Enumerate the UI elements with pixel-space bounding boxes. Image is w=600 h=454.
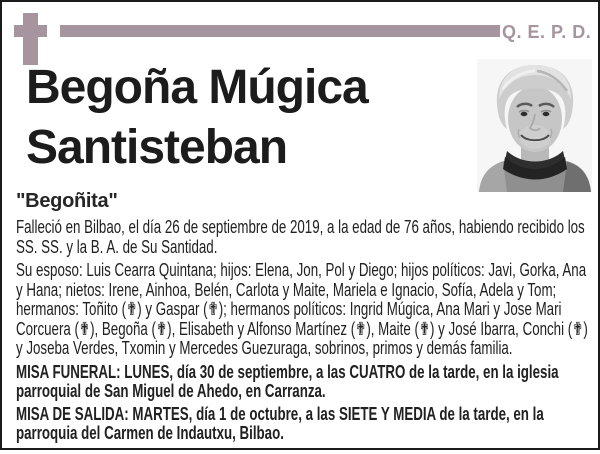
cross-icon-horizontal (14, 25, 47, 37)
qepd-label: Q. E. P. D. (502, 22, 592, 42)
death-notice-paragraph: Falleció en Bilbao, el día 26 de septiembre de 2019, a la edad de 76 años, habiendo recibido los SS. SS. y la B. A. de Su Santidad. (16, 217, 585, 257)
deceased-name (26, 58, 368, 178)
obituary-paragraphs (16, 218, 588, 444)
obituary-body (16, 190, 588, 447)
misa-salida-paragraph: MISA DE SALIDA: MARTES, día 1 de octubre, a las SIETE Y MEDIA de la tarde, en la parroquia del Carmen de Indautxu, Bilbao. (16, 403, 544, 443)
deceased-name-line2: Santisteban (26, 121, 288, 174)
header-rule (60, 25, 500, 37)
misa-funeral-paragraph: MISA FUNERAL: LUNES, día 30 de septiembre, a las CUATRO de la tarde, en la iglesia parroquial de San Miguel de Ahedo, en Carranza. (16, 361, 559, 401)
portrait-photo-drawing (477, 59, 592, 192)
family-paragraph: Su esposo: Luis Cearra Quintana; hijos: Elena, Jon, Pol y Diego; hijos políticos: Javi, Gorka, Ana y Hana; nietos: Irene, Ainhoa, Belén, Carlota y Maite, Mariela e Ignacio, Sofía, Adela y Tom; hermanos: Toñito (✟) y Gaspar (✟); hermanos políticos: Ingrid Múgica, Ana Mari y Jose Mari Corcuera (✟), Begoña (✟), Elisabeth y Alfonso Martínez (✟), Maite (✟) y José Ibarra, Conchi (✟) y Joseba Verdes, Txomin y Mercedes Guezuraga, sobrinos, primos y demás familia. (16, 260, 588, 358)
deceased-name-line1: Begoña Múgica (26, 61, 368, 114)
nickname: "Begoñita" (16, 190, 118, 212)
portrait-photo (477, 59, 592, 192)
